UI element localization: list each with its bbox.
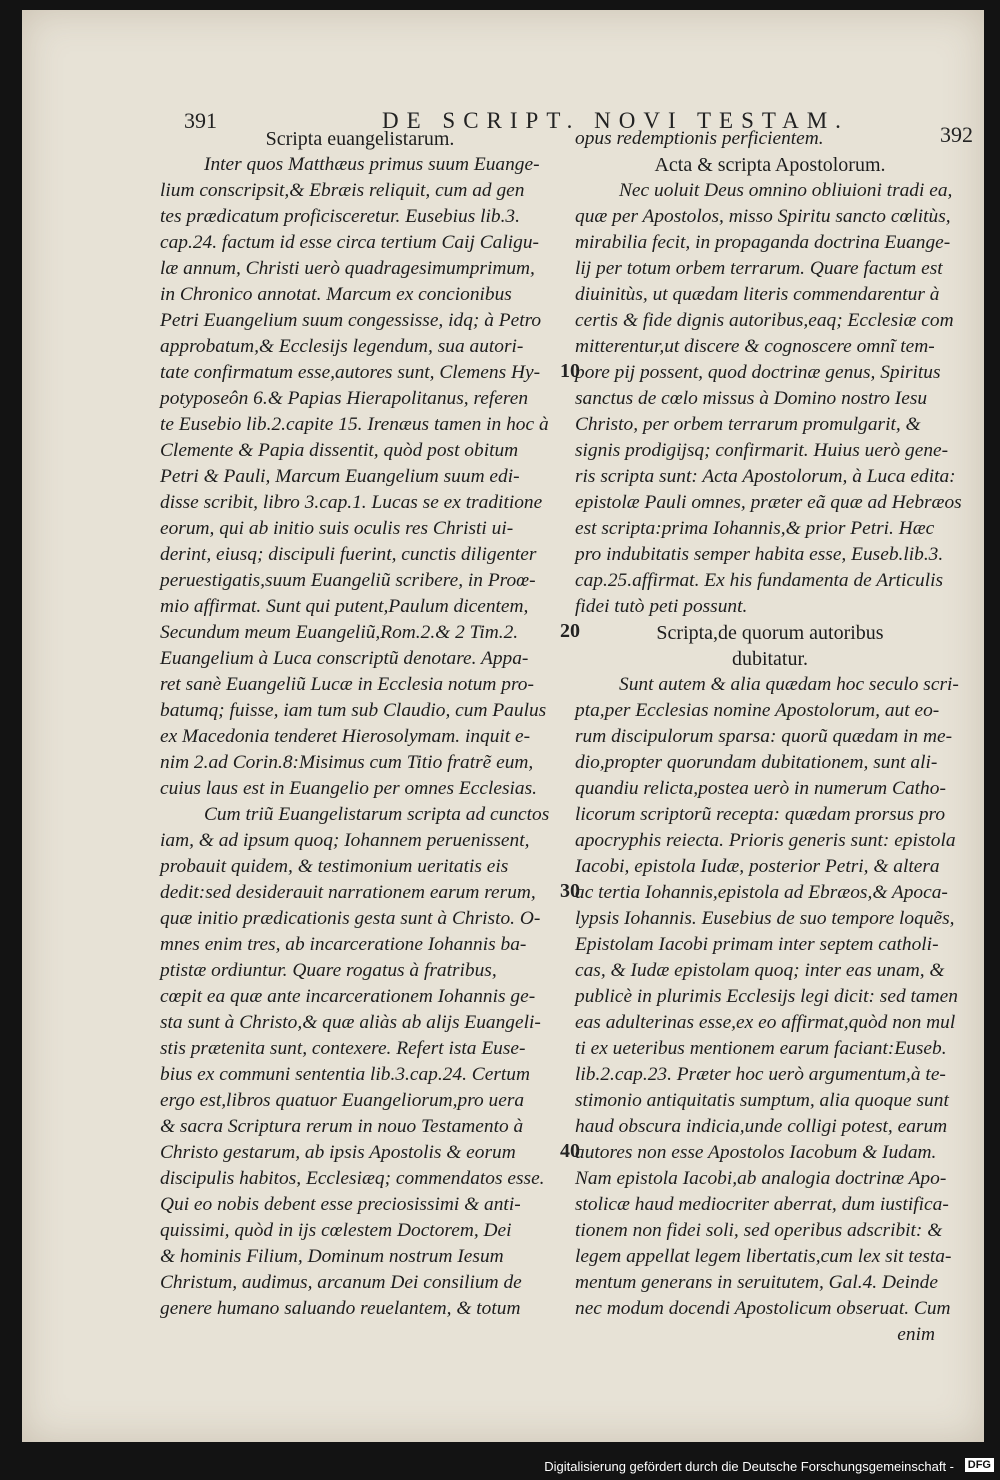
text-line: pro indubitatis semper habita esse, Euseb.lib.3. <box>575 544 944 565</box>
text-line: eas adulterinas esse,ex eo affirmat,quòd non mul <box>575 1012 956 1033</box>
text-line: Cum triũ Euangelistarum scripta ad cunctos <box>204 804 550 825</box>
text-line: lib.2.cap.23. Præter hoc uerò argumentum,à te- <box>575 1064 946 1085</box>
text-line: diuinitùs, ut quædam literis commendarentur à <box>575 284 940 305</box>
text-line: epistolæ Pauli omnes, præter eã quæ ad Hebræos <box>575 492 962 513</box>
text-line: autores non esse Apostolos Iacobum & Iudam. <box>575 1142 937 1163</box>
text-line: dio,propter quorundam dubitationem, sunt ali- <box>575 752 938 773</box>
text-line: quandiu relicta,postea uerò in numerum Catho- <box>575 778 946 799</box>
page-number-left: 391 <box>184 108 217 133</box>
text-line: Euangelium à Luca conscriptũ denotare. Appa- <box>160 648 529 669</box>
text-line: quæ initio prædicationis gesta sunt à Christo. O- <box>160 908 541 929</box>
text-line: cas, & Iudæ epistolam quoq; inter eas unam, & <box>575 960 945 981</box>
text-line: Christum, audimus, arcanum Dei consilium de <box>160 1272 522 1293</box>
text-line: nec modum docendi Apostolicum obseruat. Cum <box>575 1298 951 1319</box>
margin-line-number: 10 <box>560 360 580 382</box>
text-line: ptistæ ordiuntur. Quare rogatus à fratribus, <box>160 960 497 981</box>
funding-notice: Digitalisierung gefördert durch die Deutsche Forschungsgemeinschaft - <box>544 1459 954 1474</box>
section-heading: dubitatur. <box>731 648 809 670</box>
text-line: certis & fide dignis autoribus,eaq; Ecclesiæ com <box>575 310 954 331</box>
text-line: ris scripta sunt: Acta Apostolorum, à Luca edita: <box>575 466 956 487</box>
text-line: Nam epistola Iacobi,ab analogia doctrinæ Apo- <box>575 1168 947 1189</box>
text-line: genere humano saluando reuelantem, & totum <box>160 1298 521 1319</box>
page-number-right: 392 <box>940 122 973 147</box>
text-line: publicè in plurimis Ecclesijs legi dicit: sed tamen <box>575 986 958 1007</box>
text-line: signis prodigijsq; confirmarit. Huius uerò gene- <box>575 440 949 461</box>
text-line: cap.24. factum id esse circa tertium Caij Caligu- <box>160 232 539 253</box>
text-line: quæ per Apostolos, misso Spiritu sancto cœlitùs, <box>575 206 951 227</box>
text-line: mitterentur,ut discere & cognoscere omnĩ tem- <box>575 336 935 357</box>
text-line: nim 2.ad Corin.8:Misimus cum Titio fratrẽ eum, <box>160 752 534 773</box>
text-line: sta sunt à Christo,& quæ aliàs ab alijs Euangeli- <box>160 1012 541 1033</box>
text-line: Petri & Pauli, Marcum Euangelium suum edi- <box>160 466 520 487</box>
text-line: cuius laus est in Euangelio per omnes Ecclesias. <box>160 778 537 799</box>
margin-line-number: 20 <box>560 620 580 642</box>
text-line: iam, & ad ipsum quoq; Iohannem peruenissent, <box>160 830 530 851</box>
text-line: Secundum meum Euangeliũ,Rom.2.& 2 Tim.2. <box>160 622 519 643</box>
footer-bar <box>0 1452 1000 1478</box>
text-line: Petri Euangelium suum congessisse, idq; à Petro <box>160 310 542 331</box>
text-line: ergo est,libros quatuor Euangeliorum,pro uera <box>160 1090 525 1111</box>
text-line: & sacra Scriptura rerum in nouo Testamento à <box>160 1116 524 1137</box>
text-line: bius ex communi sententia lib.3.cap.24. Certum <box>160 1064 530 1085</box>
text-line: est scripta:prima Iohannis,& prior Petri. Hæc <box>575 518 935 539</box>
margin-line-number: 30 <box>560 880 580 902</box>
text-line: tes prædicatum proficisceretur. Eusebius lib.3. <box>160 206 520 227</box>
right-text-column <box>575 126 965 1348</box>
text-line: Sunt autem & alia quædam hoc seculo scri- <box>619 674 959 695</box>
margin-line-number: 40 <box>560 1140 580 1162</box>
text-line: Clemente & Papia dissentit, quòd post obitum <box>160 440 519 461</box>
text-line: Epistolam Iacobi primam inter septem catholi- <box>575 934 939 955</box>
text-line: haud obscura indicia,unde colligi potest, earum <box>575 1116 948 1137</box>
section-heading: Acta & scripta Apostolorum. <box>654 154 886 176</box>
text-line: discipulis habitos, Ecclesiæq; commendatos esse. <box>160 1168 545 1189</box>
text-line: ex Macedonia tenderet Hierosolymam. inquit e- <box>160 726 531 747</box>
text-line: stimonio antiquitatis sumptum, alia quoque sunt <box>575 1090 949 1111</box>
text-line: opus redemptionis perficientem. <box>575 128 824 149</box>
text-line: lij per totum orbem terrarum. Quare factum est <box>575 258 943 279</box>
text-line: ti ex ueteribus mentionem earum faciant:Euseb. <box>575 1038 947 1059</box>
text-line: mentum generans in seruitutem, Gal.4. Deinde <box>575 1272 938 1293</box>
text-line: dedit:sed desiderauit narrationem earum rerum, <box>160 882 536 903</box>
text-line: legem appellat legem libertatis,cum lex sit testa- <box>575 1246 952 1267</box>
text-line: stis prætenita sunt, contexere. Refert ista Euse- <box>160 1038 526 1059</box>
text-line: sanctus de cœlo missus à Domino nostro Iesu <box>575 388 928 409</box>
text-line: læ annum, Christi uerò quadragesimumprimum, <box>160 258 535 279</box>
text-line: mirabilia fecit, in propaganda doctrina Euange- <box>575 232 951 253</box>
text-line: Christo gestarum, ab ipsis Apostolis & eorum <box>160 1142 516 1163</box>
text-line: disse scribit, libro 3.cap.1. Lucas se ex traditione <box>160 492 543 513</box>
text-line: mnes enim tres, ab incarceratione Iohannis ba- <box>160 934 527 955</box>
text-line: stolicæ haud mediocriter aberrat, dum iustifica- <box>575 1194 949 1215</box>
text-line: derint, eiusq; discipuli fuerint, cunctis diligenter <box>160 544 537 565</box>
dfg-logo: DFG <box>965 1458 994 1472</box>
catchword: enim <box>897 1324 935 1345</box>
text-line: mio affirmat. Sunt qui putent,Paulum dicentem, <box>160 596 529 617</box>
text-line: peruestigatis,suum Euangeliũ scribere, in Proœ- <box>160 570 536 591</box>
text-line: tate confirmatum esse,autores sunt, Clemens Hy- <box>160 362 541 383</box>
text-line: pore pij possent, quod doctrinæ genus, Spiritus <box>575 362 941 383</box>
text-line: licorum scriptorũ recepta: quædam prorsus pro <box>575 804 946 825</box>
text-line: lium conscripsit,& Ebræis reliquit, cum ad gen <box>160 180 525 201</box>
left-text-column <box>160 126 560 1322</box>
running-title: DE SCRIPT. NOVI TESTAM. <box>382 108 849 133</box>
section-heading: Scripta euangelistarum. <box>265 128 455 150</box>
text-line: in Chronico annotat. Marcum ex concionibus <box>160 284 512 305</box>
text-line: tionem non fidei soli, sed operibus adscribit: & <box>575 1220 943 1241</box>
text-line: Christo, per orbem terrarum promulgarit, & <box>575 414 921 435</box>
text-line: rum discipulorum sparsa: quorũ quædam in me- <box>575 726 953 747</box>
text-line: Qui eo nobis debent esse preciosissimi & anti- <box>160 1194 521 1215</box>
text-line: potyposeôn 6.& Papias Hierapolitanus, referen <box>160 388 529 409</box>
text-line: & hominis Filium, Dominum nostrum Iesum <box>160 1246 504 1267</box>
text-line: Nec uoluit Deus omnino obliuioni tradi ea, <box>619 180 953 201</box>
section-heading: Scripta,de quorum autoribus <box>656 622 884 644</box>
text-line: ret sanè Euangeliũ Lucæ in Ecclesia notum pro- <box>160 674 534 695</box>
text-line: eorum, qui ab initio suis oculis res Christi ui- <box>160 518 514 539</box>
text-line: apocryphis reiecta. Prioris generis sunt: epistola <box>575 830 956 851</box>
text-line: pta,per Ecclesias nomine Apostolorum, aut eo- <box>575 700 940 721</box>
text-line: fidei tutò peti possunt. <box>575 596 748 617</box>
text-line: cap.25.affirmat. Ex his fundamenta de Articulis <box>575 570 944 591</box>
text-line: te Eusebio lib.2.capite 15. Irenæus tamen in hoc à <box>160 414 549 435</box>
text-line: batumq; fuisse, iam tum sub Claudio, cum Paulus <box>160 700 547 721</box>
text-line: quissimi, quòd in ijs cœlestem Doctorem, Dei <box>160 1220 512 1241</box>
text-line: Inter quos Matthæus primus suum Euange- <box>204 154 540 175</box>
text-line: approbatum,& Ecclesijs legendum, sua autori- <box>160 336 524 357</box>
text-line: Iacobi, epistola Iudæ, posterior Petri, & altera <box>575 856 940 877</box>
text-line: ac tertia Iohannis,epistola ad Ebræos,& Apoca- <box>575 882 948 903</box>
text-line: cœpit ea quæ ante incarcerationem Iohannis ge- <box>160 986 536 1007</box>
text-line: probauit quidem, & testimonium ueritatis eis <box>160 856 509 877</box>
text-line: lypsis Iohannis. Eusebius de suo tempore loquẽs, <box>575 908 955 929</box>
